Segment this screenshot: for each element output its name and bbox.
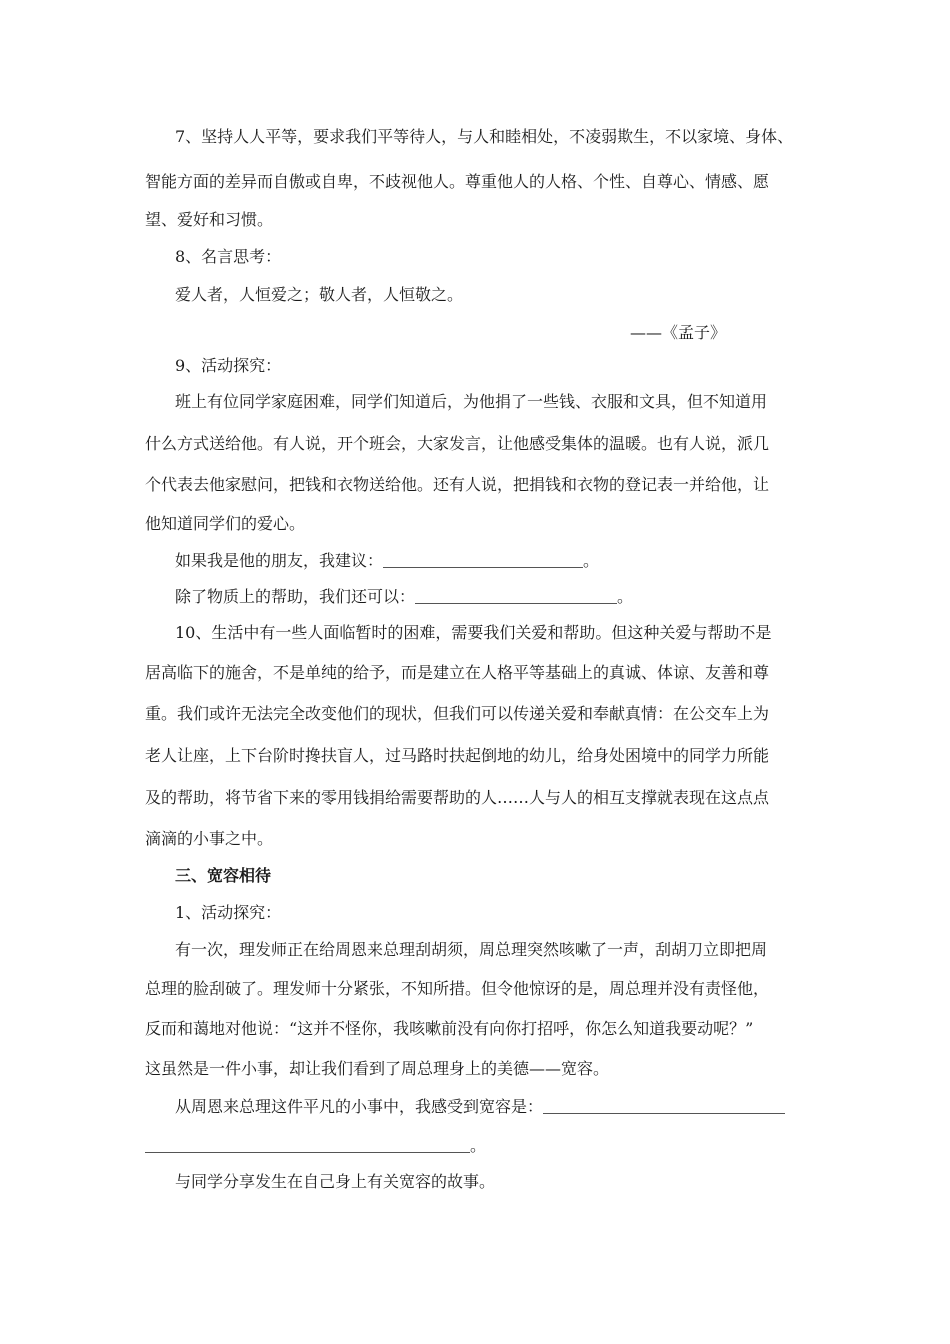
section3-heading: 三、宽容相待	[175, 866, 272, 885]
item10-line-5: 及的帮助，将节省下来的零用钱捐给需要帮助的人……人与人的相互支撑就表现在这点点	[145, 788, 770, 807]
item10-line-3: 重。我们或许无法完全改变他们的现状，但我们可以传递关爱和奉献真情：在公交车上为	[145, 704, 770, 723]
item9-question-2-period: 。	[617, 587, 634, 606]
item7-line-1: 7、坚持人人平等，要求我们平等待人，与人和睦相处，不凌弱欺生，不以家境、身体、	[175, 127, 794, 146]
section3-story-line-2: 总理的脸刮破了。理发师十分紧张，不知所措。但令他惊讶的是，周总理并没有责怪他，	[145, 979, 770, 998]
item9-paragraph-line-3: 个代表去他家慰问，把钱和衣物送给他。还有人说，把捐钱和衣物的登记表一并给他，让	[145, 475, 770, 494]
item9-paragraph-line-4: 他知道同学们的爱心。	[145, 514, 306, 533]
item9-title: 9、活动探究：	[175, 356, 282, 375]
section3-answer-blank-1[interactable]	[543, 1097, 785, 1114]
item10-line-4: 老人让座，上下台阶时搀扶盲人，过马路时扶起倒地的幼儿，给身处困境中的同学力所能	[145, 746, 770, 765]
item10-line-2: 居高临下的施舍，不是单纯的给予，而是建立在人格平等基础上的真诚、体谅、友善和尊	[145, 663, 770, 682]
item9-paragraph-line-2: 什么方式送给他。有人说，开个班会，大家发言，让他感受集体的温暖。也有人说，派几	[145, 434, 770, 453]
item9-paragraph-line-1: 班上有位同学家庭困难，同学们知道后，为他捐了一些钱、衣服和文具，但不知道用	[175, 392, 768, 411]
item9-answer-blank-1[interactable]	[383, 551, 583, 568]
item9-question-1	[175, 551, 599, 571]
item7-line-2: 智能方面的差异而自傲或自卑，不歧视他人。尊重他人的人格、个性、自尊心、情感、愿	[145, 172, 770, 191]
section3-question	[175, 1097, 785, 1117]
item9-question-1-label: 如果我是他的朋友，我建议：	[175, 551, 384, 570]
section3-sub1: 1、活动探究：	[175, 903, 282, 922]
section3-share-prompt: 与同学分享发生在自己身上有关宽容的故事。	[175, 1172, 496, 1191]
item10-line-6: 滴滴的小事之中。	[145, 829, 274, 848]
section3-story-line-1: 有一次，理发师正在给周恩来总理刮胡须，周总理突然咳嗽了一声，刮胡刀立即把周	[175, 940, 768, 959]
item8-title: 8、名言思考：	[175, 247, 282, 266]
item8-source: ——《孟子》	[630, 323, 727, 342]
section3-story-line-3: 反而和蔼地对他说：“这并不怪你，我咳嗽前没有向你打招呼，你怎么知道我要动呢？”	[145, 1019, 754, 1038]
section3-question-period: 。	[470, 1136, 487, 1155]
item9-question-2-label: 除了物质上的帮助，我们还可以：	[175, 587, 416, 606]
item9-question-1-period: 。	[583, 551, 600, 570]
section3-answer-blank-2[interactable]	[145, 1136, 470, 1153]
section3-question-continuation	[145, 1136, 486, 1156]
item10-line-1: 10、生活中有一些人面临暂时的困难，需要我们关爱和帮助。但这种关爱与帮助不是	[175, 623, 772, 642]
item7-line-3: 望、爱好和习惯。	[145, 210, 274, 229]
item8-quote: 爱人者，人恒爱之；敬人者，人恒敬之。	[175, 285, 464, 304]
item9-question-2	[175, 587, 633, 607]
section3-story-line-4: 这虽然是一件小事，却让我们看到了周总理身上的美德——宽容。	[145, 1059, 610, 1078]
section3-question-label: 从周恩来总理这件平凡的小事中，我感受到宽容是：	[175, 1097, 544, 1116]
item9-answer-blank-2[interactable]	[415, 587, 617, 604]
